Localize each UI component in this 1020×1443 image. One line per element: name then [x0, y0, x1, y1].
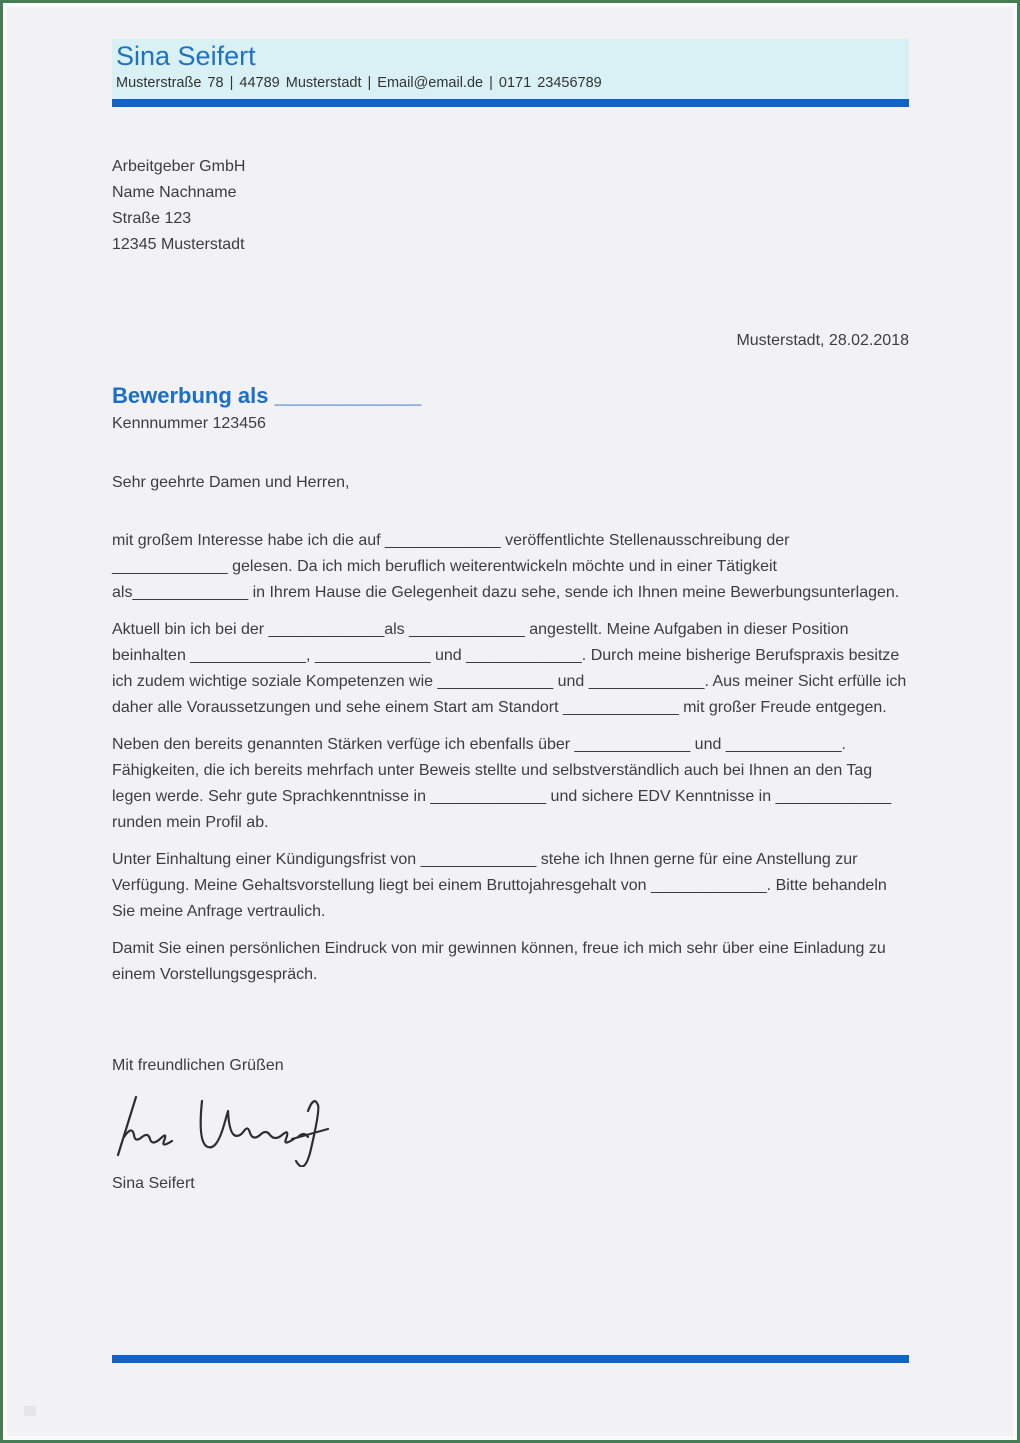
body-paragraph: Damit Sie einen persönlichen Eindruck von mir gewinnen können, freue ich mich sehr über eine Einladung zu einem Vorstellungsgespräch. [112, 940, 886, 983]
recipient-line: Arbeitgeber GmbH [112, 158, 246, 175]
sender-name: Sina Seifert [116, 41, 256, 71]
body-paragraph: Unter Einhaltung einer Kündigungsfrist von _____________ stehe ich Ihnen gerne für eine Anstellung zur Verfügung. Meine Gehaltsvorstellung liegt bei einem Bruttojahresgehalt von _____________. Bitte behandeln Sie meine Anfrage vertraulich. [112, 851, 887, 920]
date-line: Musterstadt, 28.02.2018 [736, 332, 909, 349]
sender-contact-line: Musterstraße 78 | 44789 Musterstadt | Email@email.de | 0171 23456789 [116, 75, 602, 91]
reference-line: Kennnummer 123456 [112, 415, 266, 432]
closing-block [112, 1053, 632, 1197]
body-paragraph: Neben den bereits genannten Stärken verfüge ich ebenfalls über _____________ und _____________. Fähigkeiten, die ich bereits mehrfach unter Beweis stellte und selbstverständlich auch bei Ihnen an den Tag legen werde. Sehr gute Sprachkenntnisse in _____________ und sichere EDV Kenntnisse in _____________ runden mein Profil ab. [112, 736, 892, 831]
footer-accent-bar [112, 1355, 909, 1363]
recipient-line: 12345 Musterstadt [112, 236, 245, 253]
subject-heading: Bewerbung als ____________ [112, 383, 422, 408]
salutation: Sehr geehrte Damen und Herren, [112, 474, 350, 491]
signature-name: Sina Seifert [112, 1175, 195, 1192]
letter-header [112, 39, 909, 107]
closing-phrase: Mit freundlichen Grüßen [112, 1057, 284, 1074]
recipient-line: Name Nachname [112, 184, 237, 201]
letter-content [112, 39, 909, 999]
body-paragraph: Aktuell bin ich bei der _____________als _____________ angestellt. Meine Aufgaben in dieser Position beinhalten _____________, _____________ und _____________. Durch meine bisherige Berufspraxis besitze ich zudem wichtige soziale Kompetenzen wie _____________ und _____________. Aus meiner Sicht erfülle ich daher alle Voraussetzungen und sehe einem Start am Standort _____________ mit großer Freude entgegen. [112, 621, 907, 716]
letter-body [112, 528, 909, 988]
recipient-line: Straße 123 [112, 210, 192, 227]
signature-handwriting-icon [110, 1091, 340, 1167]
body-paragraph: mit großem Interesse habe ich die auf _____________ veröffentlichte Stellenausschreibung der _____________ gelesen. Da ich mich beruflich weiterentwickeln möchte und in einer Tätigkeit als_____________ in Ihrem Hause die Gelegenheit dazu sehe, sende ich Ihnen meine Bewerbungsunterlagen. [112, 532, 900, 601]
recipient-address [112, 154, 909, 258]
page-artifact-mark [24, 1406, 36, 1416]
